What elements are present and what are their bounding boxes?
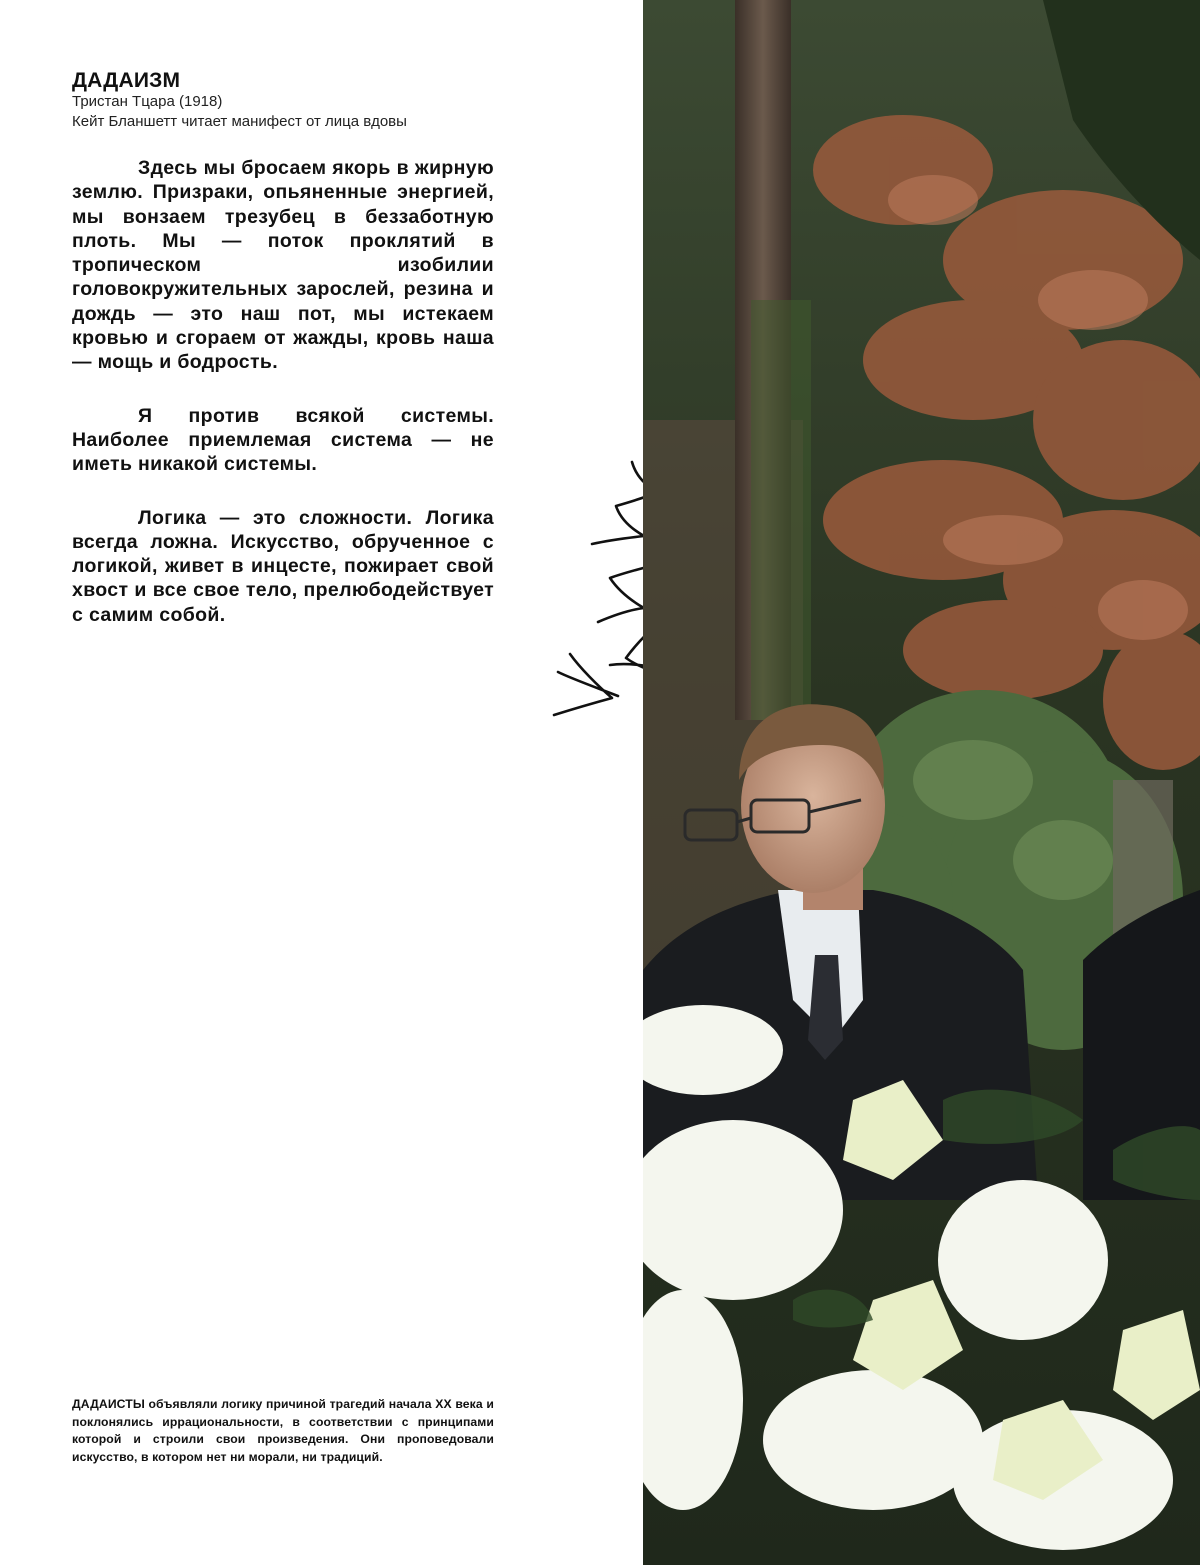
manifesto-paragraph: Я против всякой системы. Наиболее приемлемая система — не иметь никакой системы.: [72, 404, 494, 476]
article-heading: ДАДАИЗМ: [72, 69, 181, 92]
manifesto-paragraph: Здесь мы бросаем якорь в жирную землю. Призраки, опьяненные энергией, мы вонзаем трезубец в беззаботную плоть. Мы — поток проклятий в тропическом изобилии головокружительных зарослей, резина и дождь — это наш пот, мы истекаем кровью и сгораем от жажды, кровь наша — мощь и бодрость.: [72, 157, 494, 374]
manifesto-paragraph: Логика — это сложности. Логика всегда ложна. Искусство, обрученное с логикой, живет в инцесте, пожирает свой хвост и все свое тело, прелюбодействует с самим собой.: [72, 506, 494, 626]
reader-line: Кейт Бланшетт читает манифест от лица вдовы: [72, 113, 407, 130]
manifesto-text: [72, 156, 494, 656]
footnote: [72, 1396, 494, 1467]
footnote-text: объявляли логику причиной трагедий начала XX века и поклонялись иррациональности, в соответствии с принципами которой и строили свои произведения. Они проповедовали искусство, в котором нет ни морали, ни традиций.: [72, 1397, 494, 1465]
photo-illustration: [643, 0, 1200, 1565]
cemetery-photo: [643, 0, 1200, 1565]
author-line: Тристан Тцара (1918): [72, 93, 223, 110]
footnote-lead: ДАДАИСТЫ: [72, 1397, 145, 1411]
article-column: [72, 0, 496, 1565]
